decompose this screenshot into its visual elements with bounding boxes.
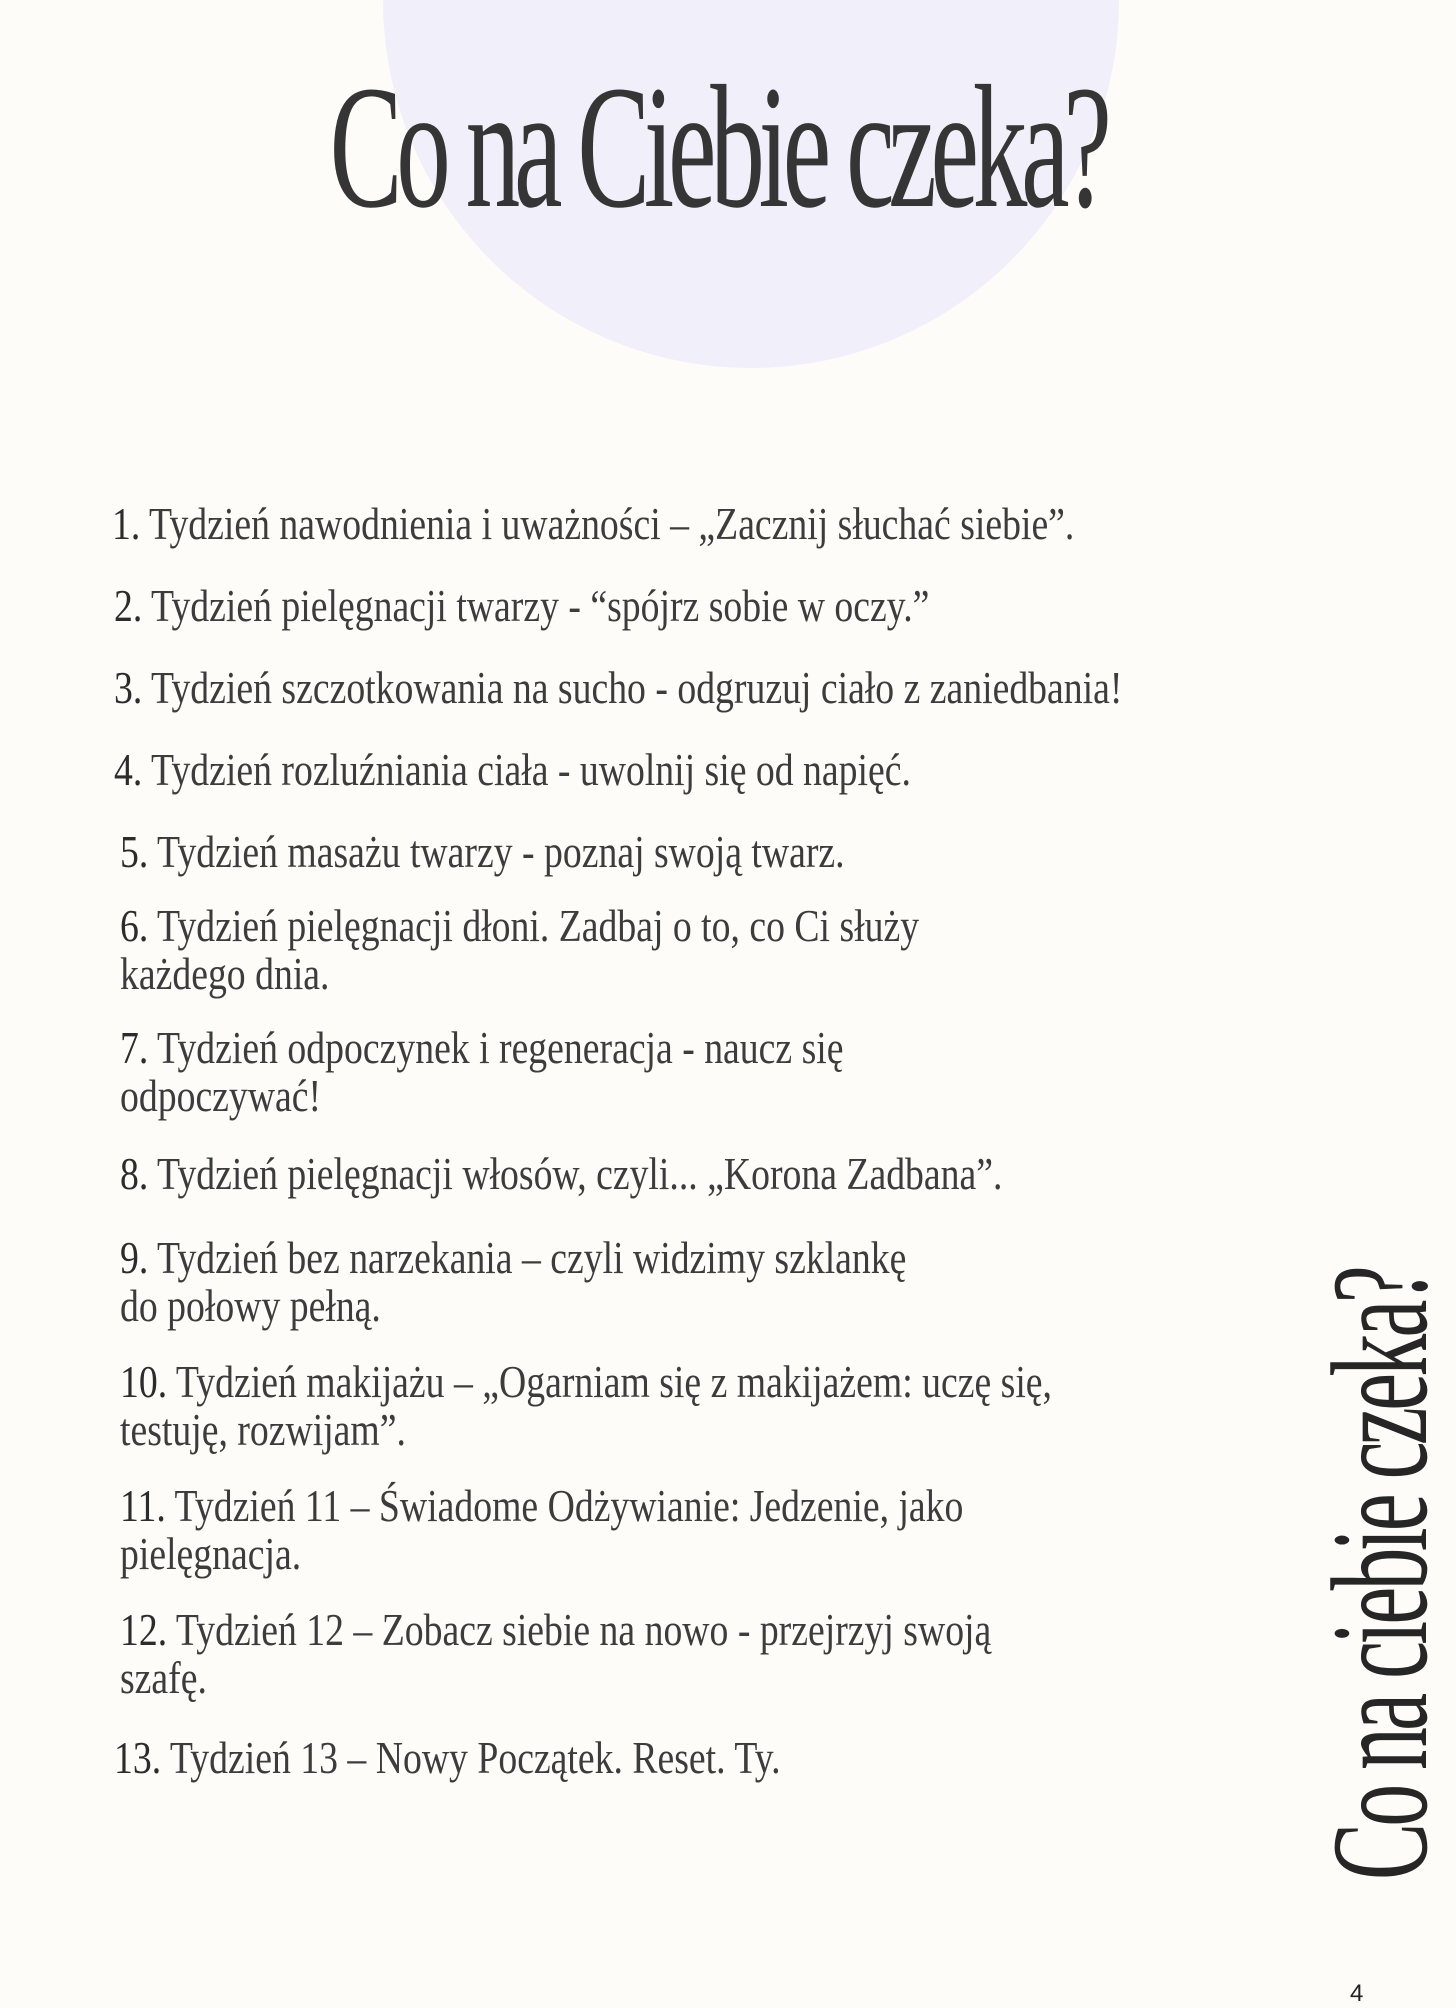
- item-number: 4.: [114, 744, 143, 795]
- item-text: Tydzień 12 – Zobacz siebie na nowo - przejrzyj swoją: [167, 1604, 992, 1655]
- item-number: 1.: [112, 498, 141, 549]
- item-text: Tydzień 13 – Nowy Początek. Reset. Ty.: [161, 1732, 781, 1783]
- item-number: 12.: [120, 1604, 168, 1655]
- item-text-continued: pielęgnacja.: [120, 1528, 302, 1579]
- list-item: [120, 1358, 1052, 1454]
- vertical-side-title: Co na ciebie czeka?: [1303, 1268, 1456, 1880]
- list-item: [112, 500, 1074, 548]
- item-number: 7.: [120, 1022, 149, 1073]
- list-item: [120, 1234, 906, 1330]
- list-item: [120, 1150, 1002, 1198]
- list-item: [120, 828, 845, 876]
- item-text: Tydzień 11 – Świadome Odżywianie: Jedzenie, jako: [165, 1480, 964, 1531]
- item-text: Tydzień pielęgnacji dłoni. Zadbaj o to, co Ci służy: [148, 900, 920, 951]
- list-item: [114, 582, 929, 630]
- item-number: 13.: [114, 1732, 162, 1783]
- page-number: 4: [1350, 1980, 1364, 2007]
- list-item: [120, 1606, 991, 1702]
- item-text-continued: odpoczywać!: [120, 1070, 322, 1121]
- item-text: Tydzień rozluźniania ciała - uwolnij się od napięć.: [142, 744, 911, 795]
- item-text: Tydzień szczotkowania na sucho - odgruzuj ciało z zaniedbania!: [142, 662, 1123, 713]
- item-number: 5.: [120, 826, 149, 877]
- item-text: Tydzień bez narzekania – czyli widzimy szklankę: [148, 1232, 907, 1283]
- item-number: 11.: [120, 1480, 166, 1531]
- item-number: 3.: [114, 662, 143, 713]
- list-item: [120, 1024, 843, 1120]
- item-text: Tydzień nawodnienia i uważności – „Zacznij słuchać siebie”.: [140, 498, 1075, 549]
- item-number: 9.: [120, 1232, 149, 1283]
- item-text: Tydzień pielęgnacji włosów, czyli... „Korona Zadbana”.: [148, 1148, 1003, 1199]
- item-text: Tydzień makijażu – „Ogarniam się z makijażem: uczę się,: [167, 1356, 1052, 1407]
- list-item: [120, 1482, 963, 1578]
- item-text-continued: do połowy pełną.: [120, 1280, 381, 1331]
- item-text-continued: testuję, rozwijam”.: [120, 1404, 406, 1455]
- item-number: 8.: [120, 1148, 149, 1199]
- item-number: 2.: [114, 580, 143, 631]
- page-title: Co na Ciebie czeka?: [329, 50, 1106, 245]
- item-text: Tydzień pielęgnacji twarzy - “spójrz sobie w oczy.”: [142, 580, 930, 631]
- list-item: [114, 1734, 781, 1782]
- list-item: [114, 746, 911, 794]
- item-number: 10.: [120, 1356, 168, 1407]
- item-text: Tydzień masażu twarzy - poznaj swoją twarz.: [148, 826, 845, 877]
- item-text-continued: każdego dnia.: [120, 948, 330, 999]
- item-text: Tydzień odpoczynek i regeneracja - naucz się: [148, 1022, 844, 1073]
- item-text-continued: szafę.: [120, 1652, 207, 1703]
- list-item: [114, 664, 1122, 712]
- list-item: [120, 902, 919, 998]
- item-number: 6.: [120, 900, 149, 951]
